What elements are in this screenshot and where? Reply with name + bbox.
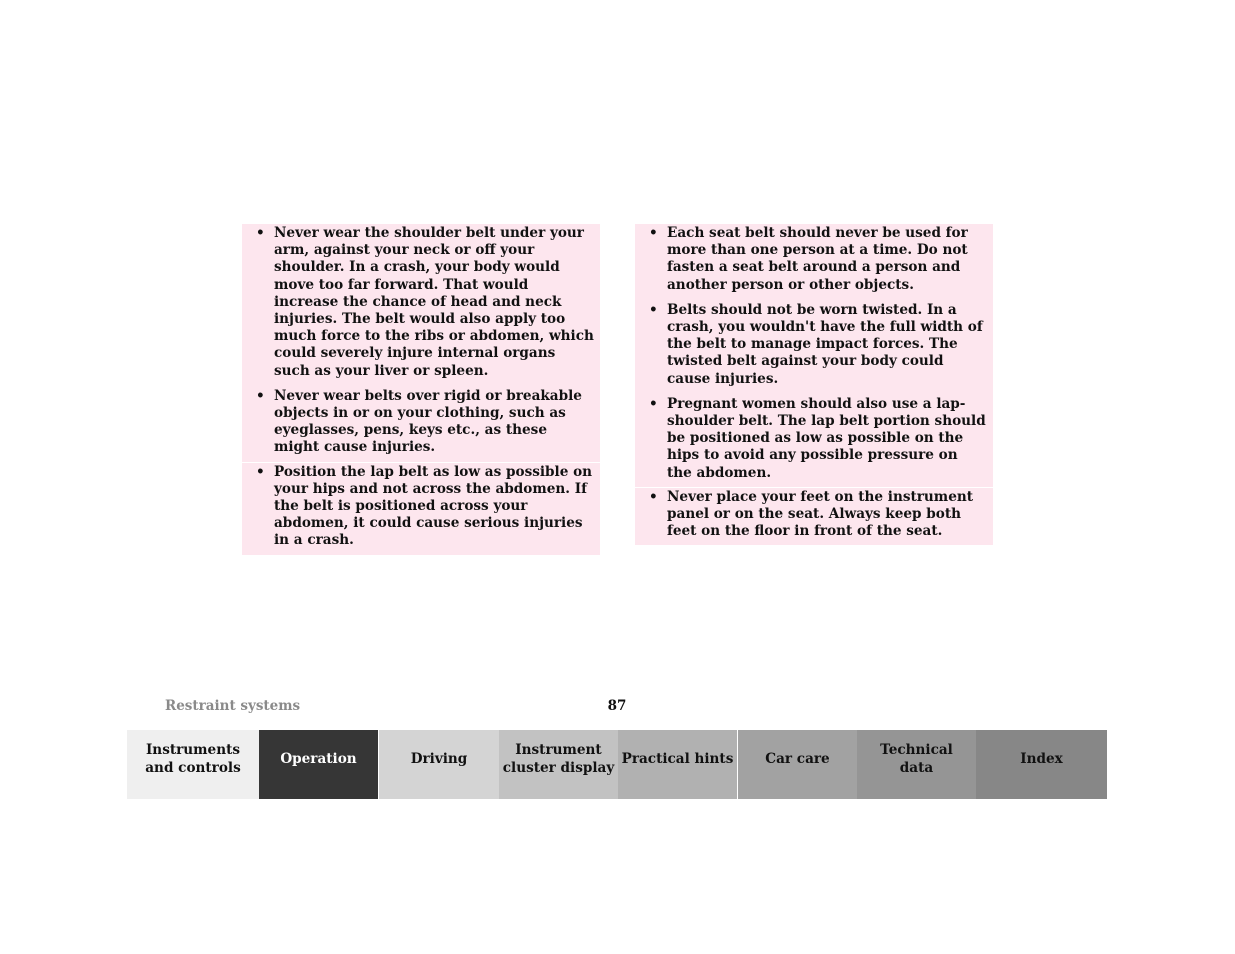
warning-item [635, 225, 987, 294]
warning-item [635, 396, 987, 482]
warning-text: Position the lap belt as low as possible on your hips and not across the abdomen. If the belt is positioned across your abdomen, it could cause serious injuries in a crash. [274, 463, 593, 549]
bullet-icon: • [256, 225, 265, 241]
warning-list [242, 225, 594, 457]
bullet-icon: • [649, 395, 658, 412]
tab-practical-hints[interactable] [618, 730, 737, 799]
bullet-icon: • [256, 463, 265, 480]
tab-label: Index [1020, 750, 1063, 767]
tab-technical-data[interactable] [857, 730, 976, 799]
warning-box [635, 224, 993, 487]
bullet-icon: • [256, 387, 265, 404]
warning-text: Never place your feet on the instrument panel or on the seat. Always keep both feet on the floor in front of the seat. [667, 488, 973, 540]
warning-text: Never wear the shoulder belt under your arm, against your neck or off your shoulder. In a crash, your body would move too far forward. That would increase the chance of head and neck injuries. The belt would also apply too much force to the ribs or abdomen, which could severely injure internal organs such as your liver or spleen. [274, 225, 594, 379]
warning-item [635, 302, 987, 388]
tab-index[interactable] [976, 730, 1107, 799]
tab-label: Technical data [880, 741, 953, 776]
warning-item [242, 464, 594, 550]
warning-list [242, 464, 594, 550]
chapter-nav-bar [127, 730, 1108, 799]
page-number: 87 [607, 698, 627, 714]
tab-operation[interactable] [259, 730, 378, 799]
tab-label: Instruments and controls [145, 741, 241, 776]
warning-text: Pregnant women should also use a lap-shoulder belt. The lap belt portion should be positioned as low as possible on the hips to avoid any possible pressure on the abdomen. [667, 395, 986, 481]
section-title: Restraint systems [165, 698, 301, 714]
bullet-icon: • [649, 301, 658, 318]
bullet-icon: • [649, 488, 658, 505]
warning-box [242, 224, 600, 462]
tab-label: Driving [410, 750, 468, 767]
warning-item [242, 388, 594, 457]
warning-list [635, 489, 987, 541]
bullet-icon: • [649, 225, 658, 241]
warning-column-right [635, 224, 993, 546]
tab-driving[interactable] [379, 730, 499, 799]
warning-box [242, 463, 600, 555]
tab-label: Operation [280, 750, 357, 767]
tab-car-care[interactable] [738, 730, 857, 799]
tab-instrument-cluster-display[interactable] [499, 730, 618, 799]
warning-text: Each seat belt should never be used for more than one person at a time. Do not fasten a seat belt around a person and another person or other objects. [667, 225, 968, 293]
warning-item [242, 225, 594, 380]
warning-item [635, 489, 987, 541]
warning-column-left [242, 224, 600, 556]
tab-label: Car care [765, 750, 830, 767]
warning-list [635, 225, 987, 482]
tab-instruments-and-controls[interactable] [127, 730, 259, 799]
warning-box [635, 488, 993, 546]
warning-text: Belts should not be worn twisted. In a crash, you wouldn't have the full width of the belt to manage impact forces. The twisted belt against your body could cause injuries. [667, 301, 983, 387]
tab-label: Instrument cluster display [502, 741, 615, 776]
tab-label: Practical hints [621, 750, 734, 767]
warning-text: Never wear belts over rigid or breakable objects in or on your clothing, such as eyeglasses, pens, keys etc., as these might cause injuries. [274, 387, 582, 456]
